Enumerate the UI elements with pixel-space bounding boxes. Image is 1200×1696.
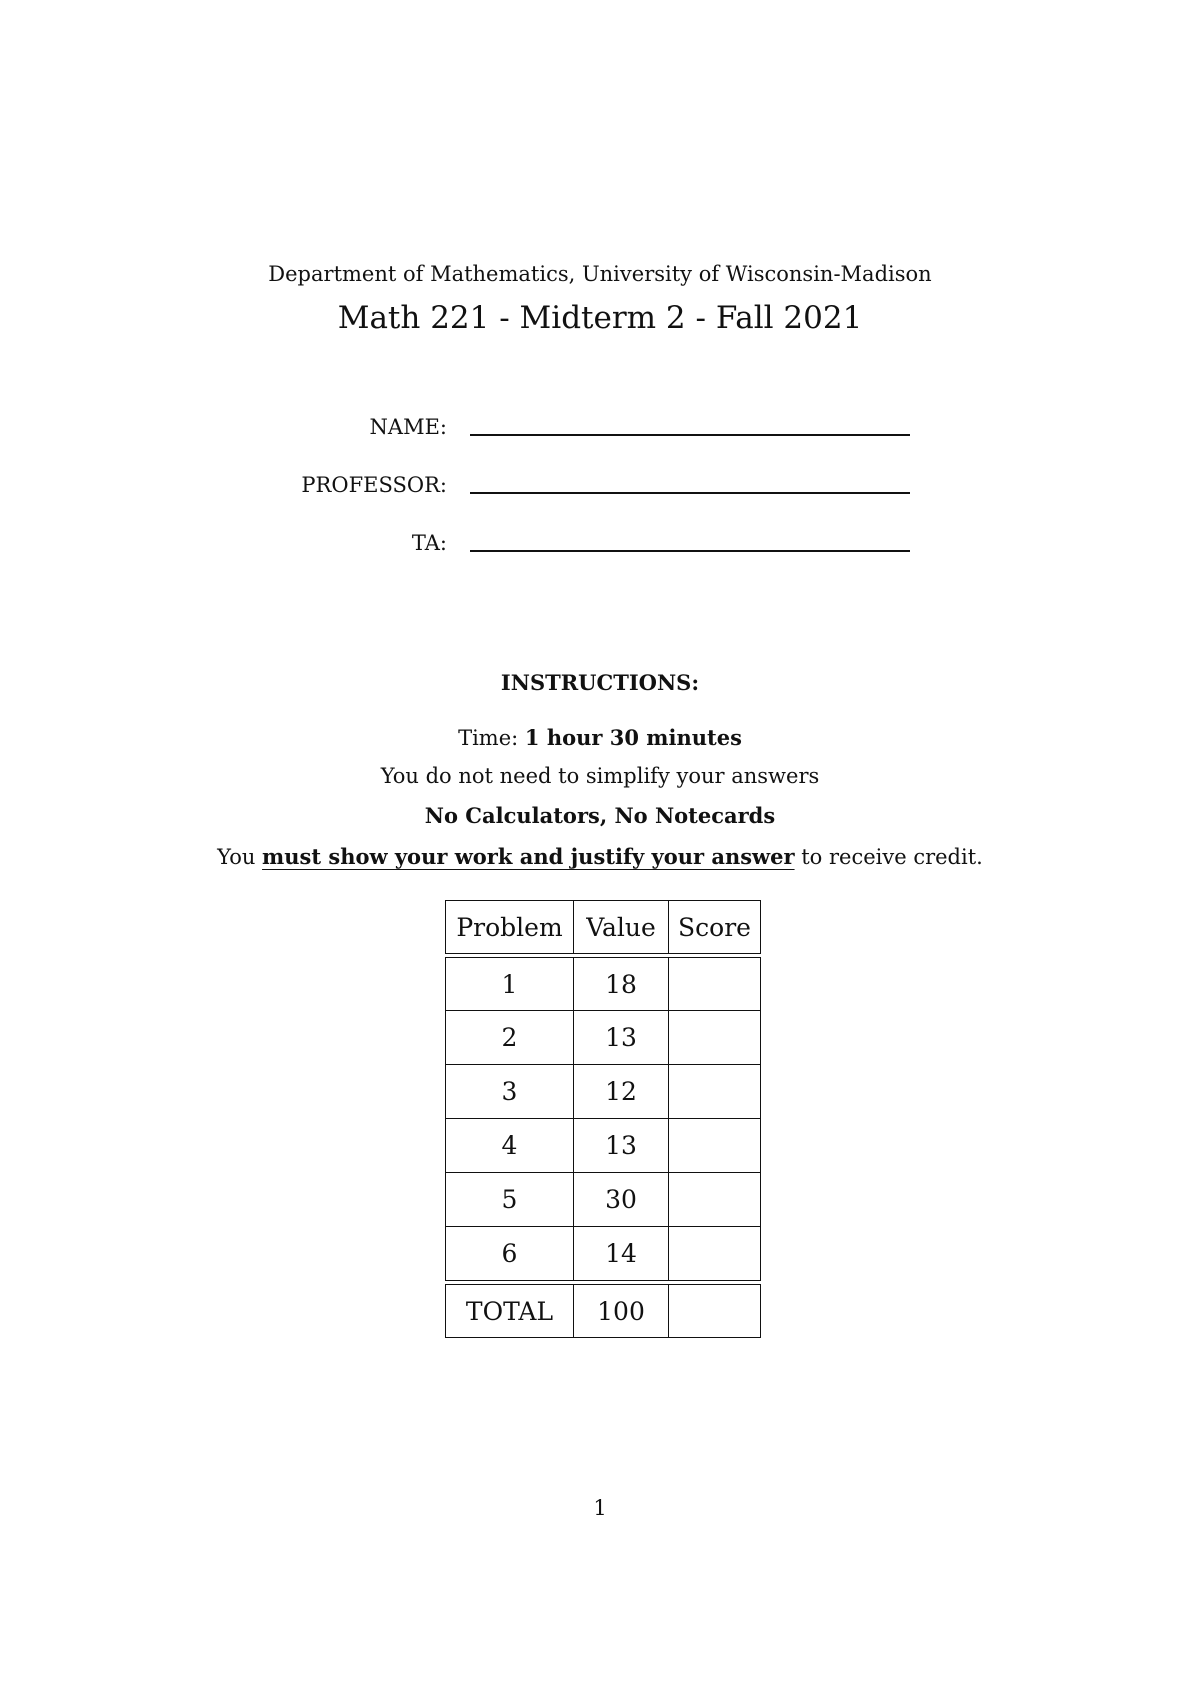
table-row — [445, 1173, 761, 1227]
time-instruction — [0, 725, 1200, 750]
work-prefix: You — [217, 845, 263, 869]
problem-number: 2 — [446, 1011, 574, 1064]
total-value: 100 — [574, 1285, 669, 1337]
problem-number: 5 — [446, 1173, 574, 1226]
calculator-instruction: No Calculators, No Notecards — [424, 803, 776, 828]
ta-label: TA: — [411, 531, 447, 555]
problem-value: 12 — [574, 1065, 669, 1118]
problem-score[interactable] — [669, 1011, 760, 1064]
work-emphasis: must show your work and justify your answer — [262, 844, 795, 869]
instructions-heading: INSTRUCTIONS: — [500, 670, 700, 695]
problem-score[interactable] — [669, 1065, 760, 1118]
problem-value: 30 — [574, 1173, 669, 1226]
problem-number: 6 — [446, 1227, 574, 1280]
table-row — [445, 1227, 761, 1281]
professor-field[interactable] — [470, 492, 910, 494]
table-row — [445, 1011, 761, 1065]
work-suffix: to receive credit. — [794, 845, 983, 869]
header-value: Value — [574, 901, 669, 953]
problem-score[interactable] — [669, 1119, 760, 1172]
problem-number: 4 — [446, 1119, 574, 1172]
problem-number: 1 — [446, 958, 574, 1010]
total-label: TOTAL — [446, 1285, 574, 1337]
time-prefix: Time: — [458, 726, 525, 750]
ta-field[interactable] — [470, 550, 910, 552]
department-name: Department of Mathematics, University of Wisconsin-Madison — [268, 262, 932, 286]
problem-value: 13 — [574, 1119, 669, 1172]
header-score: Score — [678, 912, 751, 942]
problem-value: 18 — [574, 958, 669, 1010]
total-score[interactable] — [669, 1285, 760, 1337]
name-label: NAME: — [369, 415, 447, 439]
problem-score[interactable] — [669, 1173, 760, 1226]
problem-score[interactable] — [669, 1227, 760, 1280]
work-instruction — [0, 844, 1200, 869]
table-row — [445, 1119, 761, 1173]
problem-value: 14 — [574, 1227, 669, 1280]
name-field[interactable] — [470, 434, 910, 436]
exam-title: Math 221 - Midterm 2 - Fall 2021 — [337, 300, 863, 336]
problem-number: 3 — [446, 1065, 574, 1118]
simplify-instruction: You do not need to simplify your answers — [380, 764, 820, 788]
page-number: 1 — [593, 1496, 607, 1520]
table-row — [445, 1065, 761, 1119]
time-value: 1 hour 30 minutes — [524, 725, 742, 750]
score-table — [445, 900, 761, 1338]
table-row — [445, 957, 761, 1011]
problem-score[interactable] — [669, 958, 760, 1010]
header-problem: Problem — [446, 901, 574, 953]
professor-label: PROFESSOR: — [301, 473, 447, 497]
table-total-row — [445, 1284, 761, 1338]
problem-value: 13 — [574, 1011, 669, 1064]
table-header-row — [445, 900, 761, 954]
